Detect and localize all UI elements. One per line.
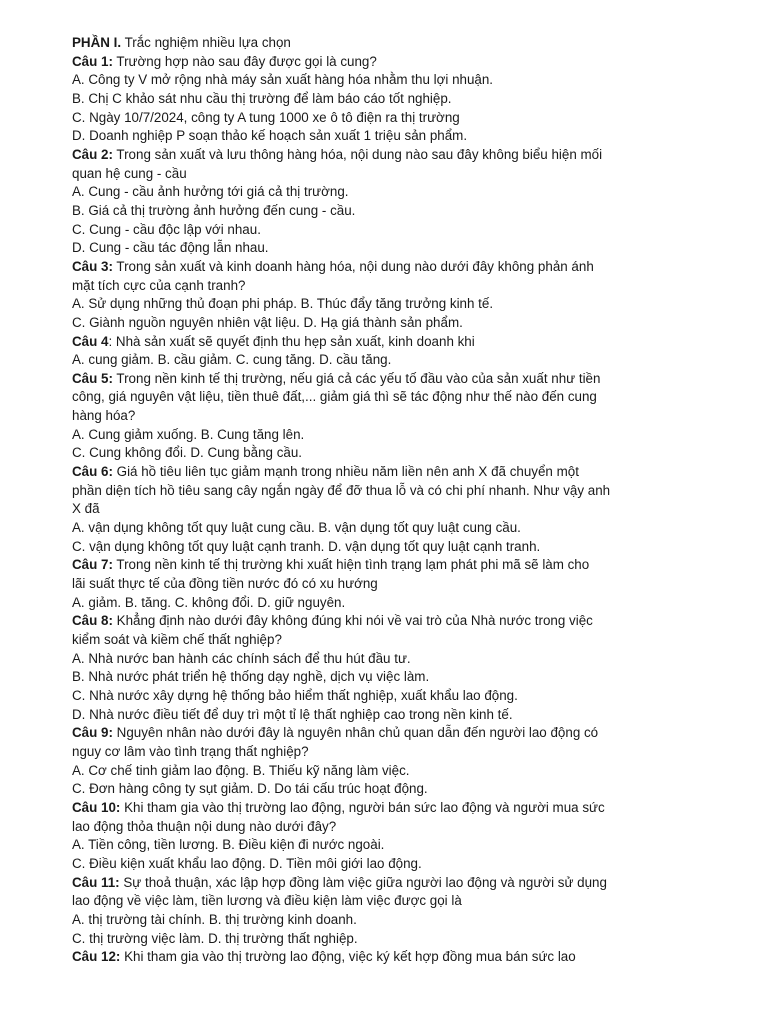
question-text: Trong nền kinh tế thị trường khi xuất hiện tình trạng lạm phát phi mã sẽ làm cho [112, 557, 590, 573]
question-4 [72, 333, 708, 370]
question-6 [72, 463, 708, 556]
answer-option: B. Nhà nước phát triển hệ thống dạy nghề, dịch vụ việc làm. [72, 669, 430, 685]
question-stem-line [72, 333, 708, 352]
question-2 [72, 146, 708, 258]
answer-option: A. Sử dụng những thủ đoạn phi pháp. B. Thúc đẩy tăng trưởng kinh tế. [72, 296, 494, 312]
answer-option: D. Nhà nước điều tiết để duy trì một tỉ lệ thất nghiệp cao trong nền kinh tế. [72, 706, 513, 722]
question-text: Trong sản xuất và lưu thông hàng hóa, nội dung nào sau đây không biểu hiện mối [112, 146, 603, 162]
question-text: X đã [72, 501, 100, 517]
question-stem-line [72, 799, 708, 818]
answer-option: D. Cung - cầu tác động lẫn nhau. [72, 240, 269, 256]
question-label: Câu 9: [72, 725, 113, 741]
question-9 [72, 724, 708, 799]
question-label: Câu 6: [72, 464, 113, 480]
question-stem-line [72, 743, 708, 762]
section-title: Trắc nghiệm nhiều lựa chọn [121, 35, 291, 50]
question-stem-line [72, 724, 708, 743]
question-label: Câu 12: [72, 949, 121, 965]
question-text: : Nhà sản xuất sẽ quyết định thu hẹp sản xuất, kinh doanh khi [108, 333, 475, 349]
question-text: Nguyên nhân nào dưới đây là nguyên nhân chủ quan dẫn đến người lao động có [112, 725, 599, 741]
question-label: Câu 1: [72, 53, 113, 69]
question-text: hàng hóa? [72, 408, 136, 424]
question-stem-line [72, 165, 708, 184]
question-text: quan hệ cung - cầu [72, 165, 187, 181]
question-stem-line [72, 631, 708, 650]
answer-option: C. Ngày 10/7/2024, công ty A tung 1000 xe ô tô điện ra thị trường [72, 109, 460, 125]
answer-option: D. Doanh nghiệp P soạn thảo kế hoạch sản xuất 1 triệu sản phẩm. [72, 128, 468, 144]
answer-option: B. Chị C khảo sát nhu cầu thị trường để làm báo cáo tốt nghiệp. [72, 90, 452, 106]
answer-option: A. Nhà nước ban hành các chính sách để thu hút đầu tư. [72, 650, 411, 666]
answer-option: C. Cung không đổi. D. Cung bằng cầu. [72, 445, 303, 461]
question-stem-line [72, 258, 708, 277]
answer-option: A. thị trường tài chính. B. thị trường kinh doanh. [72, 911, 357, 927]
question-stem-line [72, 892, 708, 911]
question-label: Câu 3: [72, 258, 113, 274]
answer-option: A. Tiền công, tiền lương. B. Điều kiện đi nước ngoài. [72, 837, 385, 853]
question-5 [72, 370, 708, 463]
question-12 [72, 948, 708, 967]
question-stem-line [72, 463, 708, 482]
answer-option: A. giảm. B. tăng. C. không đổi. D. giữ nguyên. [72, 594, 346, 610]
question-stem-line [72, 277, 708, 296]
answer-option: A. Cơ chế tinh giảm lao động. B. Thiếu kỹ năng làm việc. [72, 762, 410, 778]
question-10 [72, 799, 708, 874]
question-text: Khi tham gia vào thị trường lao động, việc ký kết hợp đồng mua bán sức lao [120, 949, 576, 965]
answer-option: A. Cung - cầu ảnh hưởng tới giá cả thị trường. [72, 184, 349, 200]
answer-option: C. Nhà nước xây dựng hệ thống bảo hiểm thất nghiệp, xuất khẩu lao động. [72, 687, 518, 703]
answer-option: B. Giá cả thị trường ảnh hưởng đến cung - cầu. [72, 202, 356, 218]
question-text: lao động về việc làm, tiền lương và điều kiện làm việc được gọi là [72, 893, 462, 909]
question-1 [72, 53, 708, 146]
answer-option: C. Cung - cầu độc lập với nhau. [72, 221, 261, 237]
answer-option: C. thị trường việc làm. D. thị trường thất nghiệp. [72, 930, 358, 946]
section-heading [72, 34, 708, 53]
question-text: lao động thỏa thuận nội dung nào dưới đây? [72, 818, 337, 834]
answer-option: A. Cung giảm xuống. B. Cung tăng lên. [72, 426, 305, 442]
question-stem-line [72, 948, 708, 967]
question-stem-line [72, 53, 708, 72]
question-list [72, 53, 708, 967]
question-11 [72, 874, 708, 949]
question-stem-line [72, 612, 708, 631]
answer-option: C. Điều kiện xuất khẩu lao động. D. Tiền môi giới lao động. [72, 855, 422, 871]
question-text: Trường hợp nào sau đây được gọi là cung? [112, 53, 377, 69]
question-label: Câu 11: [72, 874, 120, 890]
question-label: Câu 10: [72, 799, 121, 815]
question-text: Giá hồ tiêu liên tục giảm mạnh trong nhiều năm liền nên anh X đã chuyển một [112, 464, 579, 480]
answer-option: A. Công ty V mở rộng nhà máy sản xuất hàng hóa nhằm thu lợi nhuận. [72, 72, 494, 88]
answer-option: C. Đơn hàng công ty sụt giảm. D. Do tái cấu trúc hoạt động. [72, 781, 428, 797]
question-stem-line [72, 370, 708, 389]
question-stem-line [72, 388, 708, 407]
question-stem-line [72, 482, 708, 501]
question-8 [72, 612, 708, 724]
question-label: Câu 5: [72, 370, 113, 386]
question-text: Khẳng định nào dưới đây không đúng khi nói về vai trò của Nhà nước trong việc [112, 613, 593, 629]
question-label: Câu 8: [72, 613, 113, 629]
question-stem-line [72, 874, 708, 893]
question-stem-line [72, 500, 708, 519]
question-text: lãi suất thực tế của đồng tiền nước đó có xu hướng [72, 576, 378, 592]
question-text: Trong sản xuất và kinh doanh hàng hóa, nội dung nào dưới đây không phản ánh [112, 258, 594, 274]
question-stem-line [72, 146, 708, 165]
question-text: Sự thoả thuận, xác lập hợp đồng làm việc giữa người lao động và người sử dụng [119, 874, 607, 890]
question-text: kiểm soát và kiềm chế thất nghiệp? [72, 632, 282, 647]
question-stem-line [72, 575, 708, 594]
question-stem-line [72, 407, 708, 426]
question-text: phần diện tích hồ tiêu sang cây ngắn ngày để đỡ thua lỗ và có chi phí nhanh. Như vậy anh [72, 482, 611, 498]
question-label: Câu 7: [72, 557, 113, 573]
answer-option: A. cung giảm. B. cầu giảm. C. cung tăng. D. cầu tăng. [72, 352, 392, 368]
question-text: Khi tham gia vào thị trường lao động, người bán sức lao động và người mua sức [120, 799, 605, 815]
answer-option: A. vận dụng không tốt quy luật cung cầu. B. vận dụng tốt quy luật cung cầu. [72, 520, 521, 536]
answer-option: C. Giành nguồn nguyên nhiên vật liệu. D. Hạ giá thành sản phẩm. [72, 314, 463, 330]
question-stem-line [72, 818, 708, 837]
question-text: mặt tích cực của cạnh tranh? [72, 277, 246, 293]
question-3 [72, 258, 708, 333]
answer-option: C. vận dụng không tốt quy luật cạnh tranh. D. vận dụng tốt quy luật cạnh tranh. [72, 538, 541, 554]
question-stem-line [72, 556, 708, 575]
question-label: Câu 4 [72, 333, 109, 349]
question-label: Câu 2: [72, 146, 113, 162]
question-text: nguy cơ lâm vào tình trạng thất nghiệp? [72, 743, 309, 759]
question-text: công, giá nguyên vật liệu, tiền thuê đất,... giảm giá thì sẽ tác động như thế nào đến cung [72, 389, 597, 405]
question-7 [72, 556, 708, 612]
section-label: PHẦN I. [72, 35, 122, 50]
question-text: Trong nền kinh tế thị trường, nếu giá cả các yếu tố đầu vào của sản xuất như tiền [112, 370, 601, 386]
